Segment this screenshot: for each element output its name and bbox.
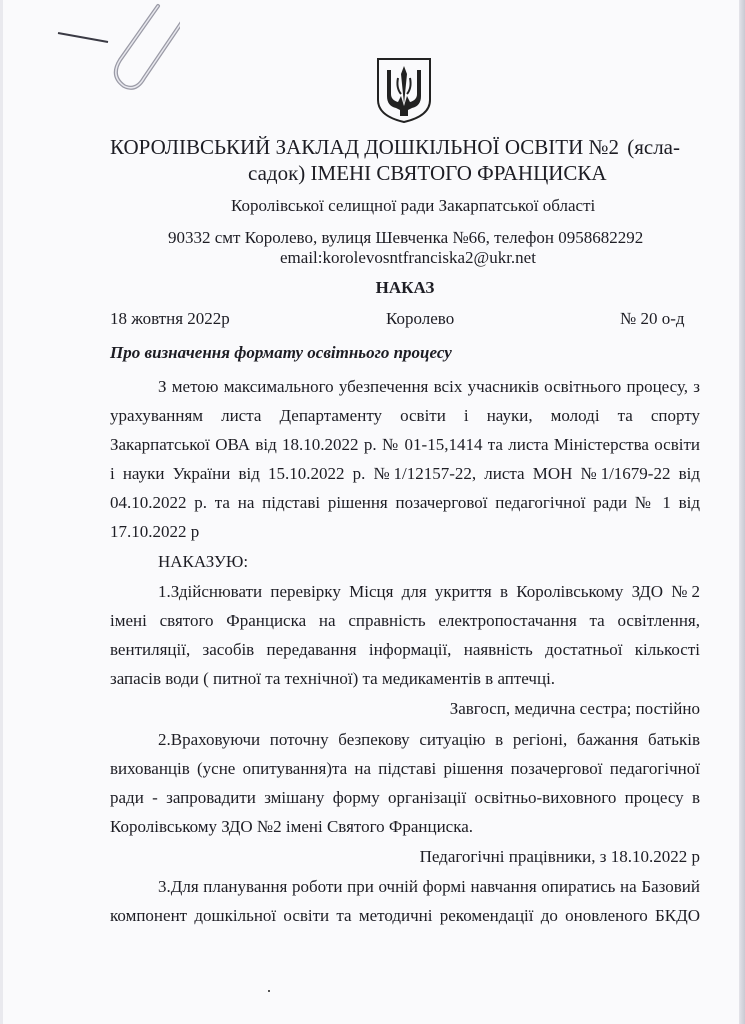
email-line: email:korolevosntfranciska2@ukr.net bbox=[280, 248, 536, 267]
intro-line-1: З метою максимального убезпечення всіх учасників освітнього процесу, з bbox=[158, 377, 700, 396]
speck bbox=[268, 990, 270, 992]
paper-clip-icon bbox=[40, 0, 180, 100]
item2-line-1: 2.Враховуючи поточну безпекову ситуацію в регіоні, бажання батьків bbox=[158, 730, 700, 749]
council-line: Королівської селищної ради Закарпатської області bbox=[231, 196, 596, 215]
order-subject: Про визначення формату освітнього процесу bbox=[110, 343, 452, 362]
intro-line-5: 04.10.2022 р. та на підставі рішення позачергової педагогічної ради № 1 від bbox=[110, 493, 700, 512]
address-line: 90332 смт Королево, вулиця Шевченка №66, телефон 0958682292 bbox=[168, 228, 644, 247]
item1-line-4: запасів води ( питної та технічної) та медикаментів в аптечці. bbox=[110, 669, 556, 688]
title-part-1-tail: (ясла- bbox=[627, 135, 680, 159]
order-heading: НАКАЗ bbox=[375, 278, 435, 297]
page-edge-left bbox=[0, 0, 3, 1024]
item1-line-2: імені святого Франциска на справність електропостачання та освітлення, bbox=[110, 611, 700, 630]
item3-line-2: компонент дошкільної освіти та методичні рекомендації до оновленого БКДО bbox=[110, 906, 700, 925]
order-place: Королево bbox=[386, 309, 455, 328]
item1-line-1: 1.Здійснювати перевірку Місця для укриття в Королівському ЗДО №2 bbox=[158, 582, 700, 601]
page-edge-right bbox=[739, 0, 745, 1024]
intro-line-6: 17.10.2022 р bbox=[110, 522, 200, 541]
item3-line-1: 3.Для планування роботи при очній формі навчання опиратись на Базовий bbox=[158, 877, 700, 896]
order-date: 18 жовтня 2022р bbox=[110, 309, 230, 328]
item2-line-4: Королівському ЗДО №2 імені Святого Франциска. bbox=[110, 817, 474, 836]
item2-line-3: ради - запровадити змішану форму організації освітньо-виховного процесу в bbox=[110, 788, 700, 807]
intro-line-3: Закарпатської ОВА від 18.10.2022 р. № 01-15,1414 та листа Міністерства освіти bbox=[110, 435, 700, 454]
order-number: № 20 о-д bbox=[620, 309, 685, 328]
item2-responsible: Педагогічні працівники, з 18.10.2022 р bbox=[419, 847, 700, 866]
institution-title-line-1 bbox=[110, 135, 680, 159]
item1-line-3: вентиляції, засобів передавання інформації, наявність достатньої кількості bbox=[110, 640, 700, 659]
title-part-1: КОРОЛІВСЬКИЙ ЗАКЛАД ДОШКІЛЬНОЇ ОСВІТИ №2 bbox=[110, 135, 620, 159]
intro-line-4: і науки України від 15.10.2022 р. №1/12157-22, листа МОН №1/1679-22 від bbox=[110, 464, 700, 483]
trident-emblem-icon bbox=[374, 56, 434, 124]
institution-title-line-2: садок) ІМЕНІ СВЯТОГО ФРАНЦИСКА bbox=[248, 161, 607, 185]
item1-responsible: Завгосп, медична сестра; постійно bbox=[449, 699, 700, 718]
intro-line-2: урахуванням листа Департаменту освіти і науки, молоді та спорту bbox=[110, 406, 700, 425]
order-word: НАКАЗУЮ: bbox=[158, 552, 249, 571]
item2-line-2: вихованців (усне опитування)та на підставі рішення позачергової педагогічної bbox=[110, 759, 700, 778]
